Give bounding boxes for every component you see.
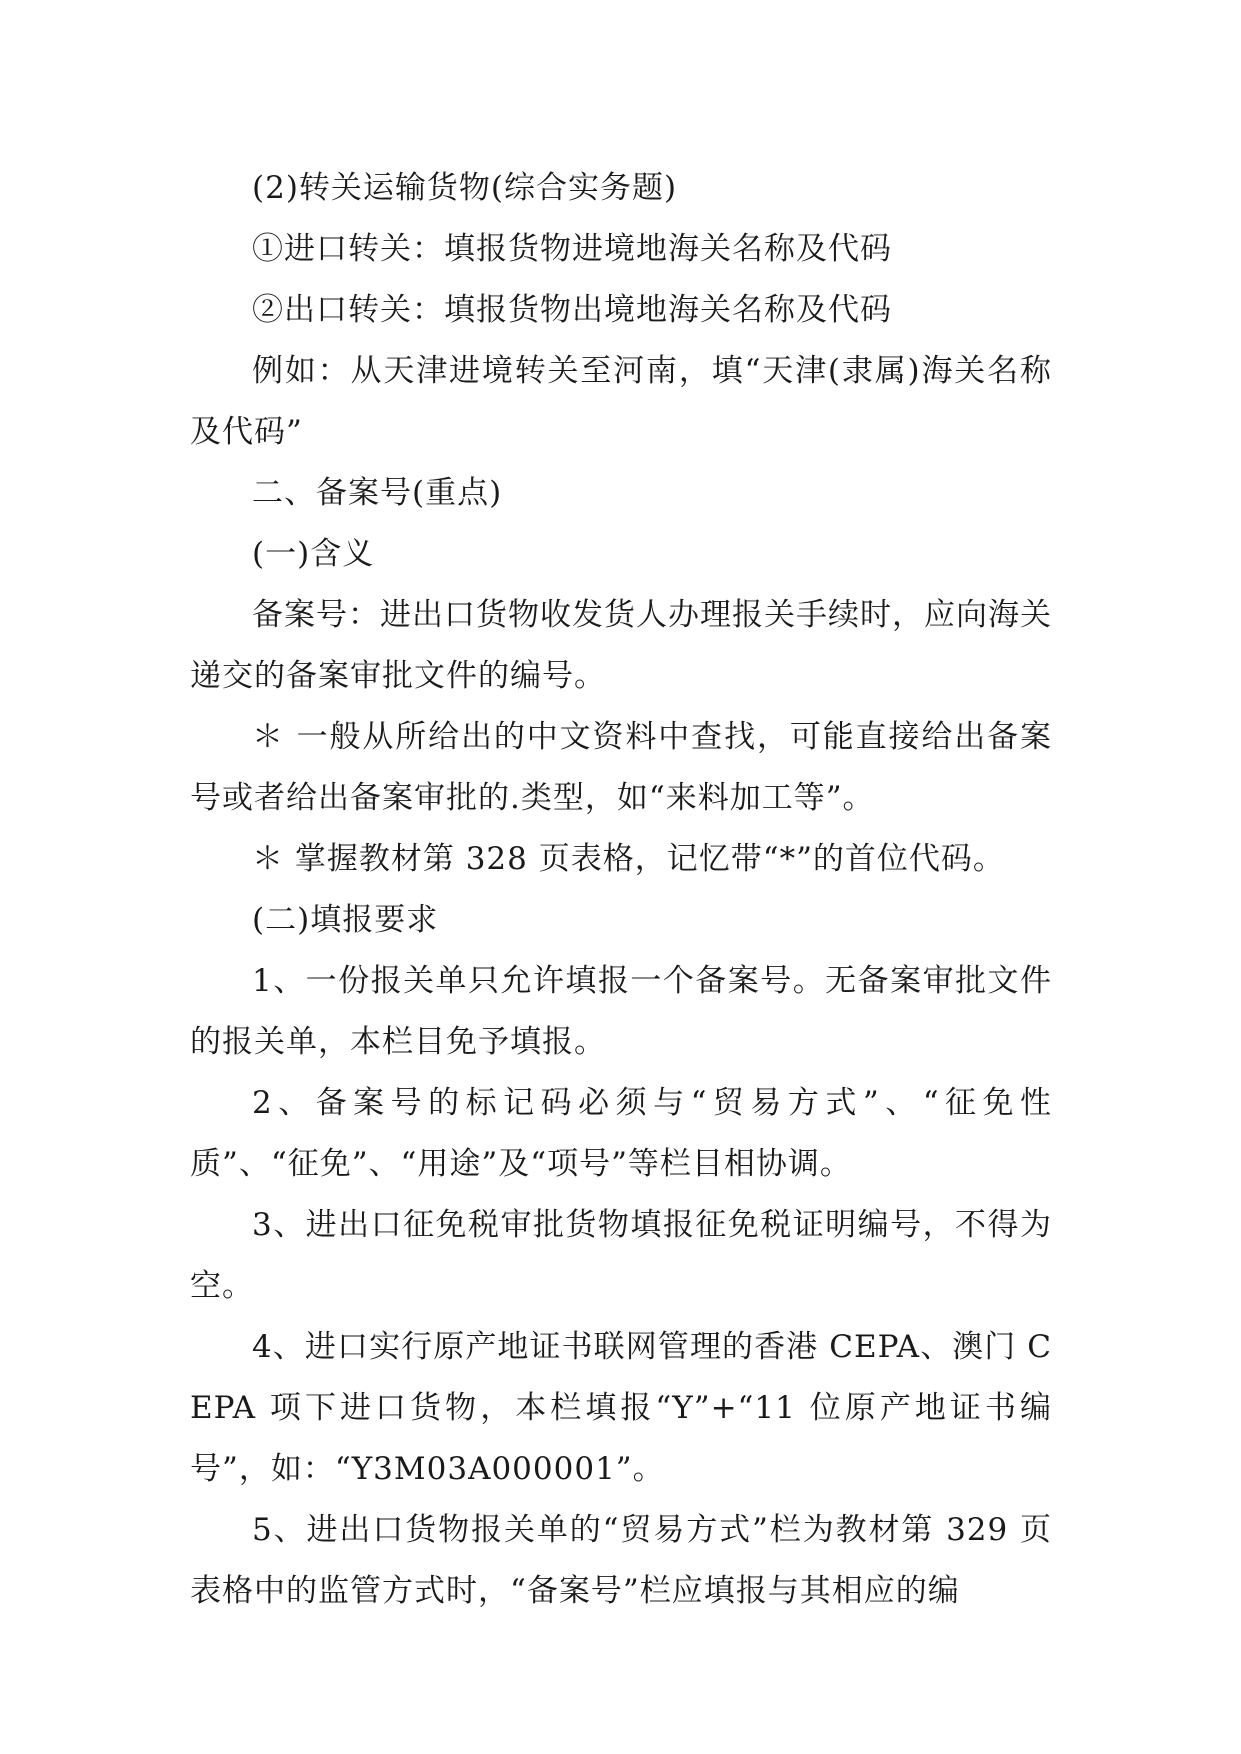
paragraph-requirement-1: 1、一份报关单只允许填报一个备案号。无备案审批文件的报关单，本栏目免予填报。 (190, 963, 1052, 1060)
paragraph-transit-goods-heading: (2)转关运输货物(综合实务题) (252, 170, 678, 206)
paragraph-requirement-2: 2、备案号的标记码必须与“贸易方式”、“征免性质”、“征免”、“用途”及“项号”等栏目相协调。 (190, 1085, 1052, 1182)
subheading-requirements: (二)填报要求 (252, 902, 439, 938)
paragraph-requirement-4: 4、进口实行原产地证书联网管理的香港 CEPA、澳门 CEPA 项下进口货物，本栏填报“Y”+“11 位原产地证书编号”，如：“Y3M03A000001”。 (190, 1329, 1052, 1487)
paragraph-note-source: ＊ 一般从所给出的中文资料中查找，可能直接给出备案号或者给出备案审批的.类型，如“来料加工等”。 (190, 719, 1052, 816)
document-body (190, 158, 1052, 1622)
section-heading-record-number: 二、备案号(重点) (252, 475, 503, 511)
paragraph-example: 例如：从天津进境转关至河南，填“天津(隶属)海关名称及代码” (190, 353, 1052, 450)
subheading-meaning: (一)含义 (252, 536, 375, 572)
paragraph-requirement-5: 5、进出口货物报关单的“贸易方式”栏为教材第 329 页表格中的监管方式时，“备案号”栏应填报与其相应的编 (190, 1512, 1052, 1609)
paragraph-note-table: ＊ 掌握教材第 328 页表格，记忆带“*”的首位代码。 (252, 841, 1005, 877)
paragraph-requirement-3: 3、进出口征免税审批货物填报征免税证明编号，不得为空。 (190, 1207, 1052, 1304)
paragraph-import-transit: ①进口转关：填报货物进境地海关名称及代码 (252, 231, 892, 267)
paragraph-definition: 备案号：进出口货物收发货人办理报关手续时，应向海关递交的备案审批文件的编号。 (190, 597, 1052, 694)
paragraph-export-transit: ②出口转关：填报货物出境地海关名称及代码 (252, 292, 892, 328)
